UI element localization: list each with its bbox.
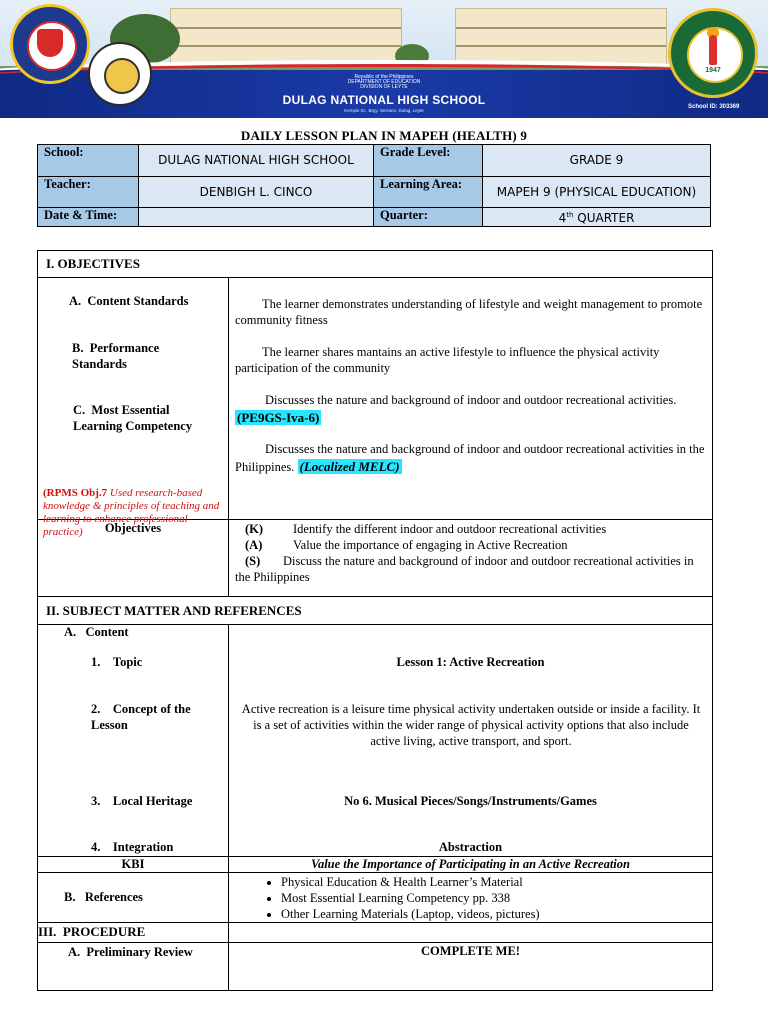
deped-seal-icon	[10, 4, 90, 84]
banner-republic: Republic of the Philippines	[354, 74, 414, 80]
content-label: A. Content	[64, 625, 129, 639]
integration-value: Abstraction	[438, 840, 503, 854]
performance-standards-text: The learner shares mantains an active lifestyle to influence the physical activity participation of the community	[235, 345, 660, 375]
lesson-plan-table	[37, 250, 713, 991]
a-key: (A)	[245, 538, 263, 552]
quarter-number: 4	[558, 211, 567, 225]
teacher-value: DENBIGH L. CINCO	[139, 177, 374, 208]
content-standards-text: The learner demonstrates understanding of lifestyle and weight management to promote community fitness	[235, 297, 703, 327]
learning-area-label: Learning Area:	[374, 177, 483, 208]
rpms-description: Used research-based knowledge & principles of teaching and learning to enhance professional practice)	[43, 487, 220, 538]
rpms-note	[43, 487, 227, 539]
school-value: DULAG NATIONAL HIGH SCHOOL	[139, 145, 374, 177]
melc-1-text: Discusses the nature and background of indoor and outdoor recreational activities.	[265, 393, 677, 407]
objectives-heading-row	[38, 251, 713, 278]
banner-department	[300, 75, 468, 90]
local-heritage-value: No 6. Musical Pieces/Songs/Instruments/Games	[344, 794, 597, 808]
kbi-row	[38, 857, 713, 873]
subject-heading-row	[38, 597, 713, 625]
learning-area-value: MAPEH 9 (PHYSICAL EDUCATION)	[483, 177, 711, 208]
content-labels-cell	[38, 625, 229, 857]
grade-level-value: GRADE 9	[483, 145, 711, 177]
procedure-heading-row	[38, 923, 713, 943]
k-text: Identify the different indoor and outdoor recreational activities	[293, 522, 607, 536]
content-row	[38, 625, 713, 857]
standards-values-cell	[229, 278, 713, 520]
integration-label: 4. Integration	[91, 840, 174, 854]
topic-value: Lesson 1: Active Recreation	[396, 655, 545, 669]
objective-knowledge	[235, 521, 706, 537]
kbi-label: KBI	[38, 857, 229, 873]
seal-year: 1947	[705, 67, 721, 74]
page-title: DAILY LESSON PLAN IN MAPEH (HEALTH) 9	[240, 128, 528, 143]
info-row-date	[38, 208, 711, 227]
objective-skill	[235, 553, 706, 585]
objectives-ksa-cell	[229, 520, 713, 597]
rpms-objective: (RPMS Obj.7	[43, 487, 108, 499]
school-building-left	[170, 8, 402, 68]
local-heritage-label: 3. Local Heritage	[91, 794, 193, 808]
reference-item: • Other Learning Materials (Laptop, videos, pictures)	[281, 906, 712, 922]
melc-1-code: (PE9GS-Iva-6)	[237, 410, 320, 425]
banner-deped: DEPARTMENT OF EDUCATION	[347, 79, 421, 85]
concept-label: 2. Concept of the Lesson	[91, 702, 191, 732]
objectives-heading: I. OBJECTIVES	[38, 251, 713, 278]
teacher-label: Teacher:	[38, 177, 139, 208]
preliminary-review-label-cell	[38, 943, 229, 991]
info-row-school	[38, 145, 711, 177]
topic-label: 1. Topic	[91, 655, 143, 669]
references-label: B. References	[38, 873, 229, 923]
references-list	[229, 874, 712, 922]
dulag-nhs-seal-icon	[668, 8, 758, 98]
standards-row	[38, 278, 713, 520]
info-table	[37, 144, 711, 227]
melc-2	[235, 440, 711, 476]
quarter-value	[483, 208, 711, 227]
quarter-suffix: th	[566, 211, 574, 219]
division-of-leyte-seal-icon	[88, 42, 152, 106]
melc-2-code: (Localized MELC)	[299, 459, 400, 474]
performance-standards-label: B. Performance Standards	[72, 341, 160, 371]
content-values-cell	[229, 625, 713, 857]
references-row	[38, 873, 713, 923]
objective-attitude	[235, 537, 706, 553]
reference-item: • Physical Education & Health Learner’s Material	[281, 874, 712, 890]
quarter-label: Quarter:	[374, 208, 483, 227]
reference-item: • Most Essential Learning Competency pp. 338	[281, 890, 712, 906]
grade-level-label: Grade Level:	[374, 145, 483, 177]
quarter-text: QUARTER	[577, 211, 635, 225]
preliminary-review-label: A. Preliminary Review	[68, 945, 193, 959]
date-time-label: Date & Time:	[38, 208, 139, 227]
concept-value: Active recreation is a leisure time physical activity undertaken outside or inside a facility. It is a set of activities within the wider range of physical activity options that also include active living, active transport, and sport.	[241, 702, 701, 748]
s-key: (S)	[245, 554, 261, 568]
content-standards-label: A. Content Standards	[69, 294, 189, 308]
references-cell	[229, 873, 713, 923]
k-key: (K)	[245, 522, 264, 536]
melc-1	[235, 392, 711, 427]
s-text: Discuss the nature and background of indoor and outdoor recreational activities in the Philippines	[235, 554, 694, 584]
banner-school-id: School ID: 303369	[688, 104, 740, 110]
procedure-heading-blank	[229, 923, 713, 943]
school-building-right	[455, 8, 667, 68]
kbi-value: Value the Importance of Participating in an Active Recreation	[229, 857, 713, 873]
banner-school-name: DULAG NATIONAL HIGH SCHOOL	[282, 93, 486, 107]
banner-division: DIVISION OF LEYTE	[360, 84, 408, 90]
subject-heading: II. SUBJECT MATTER AND REFERENCES	[38, 597, 713, 625]
school-banner	[0, 0, 768, 118]
date-time-value	[139, 208, 374, 227]
info-row-teacher	[38, 177, 711, 208]
objectives-label: Objectives	[38, 520, 229, 597]
melc-label: C. Most Essential Learning Competency	[73, 403, 193, 433]
a-text: Value the importance of engaging in Active Recreation	[293, 538, 568, 552]
preliminary-review-value: COMPLETE ME!	[229, 943, 713, 991]
melc-2-text: Discusses the nature and background of indoor and outdoor recreational activities in the Philippines.	[235, 442, 705, 474]
preliminary-review-row	[38, 943, 713, 991]
school-label: School:	[38, 145, 139, 177]
procedure-heading: III. PROCEDURE	[38, 923, 229, 943]
banner-address: Kempis St., Brgy. Serrano, Dulag, Leyte	[344, 108, 424, 113]
